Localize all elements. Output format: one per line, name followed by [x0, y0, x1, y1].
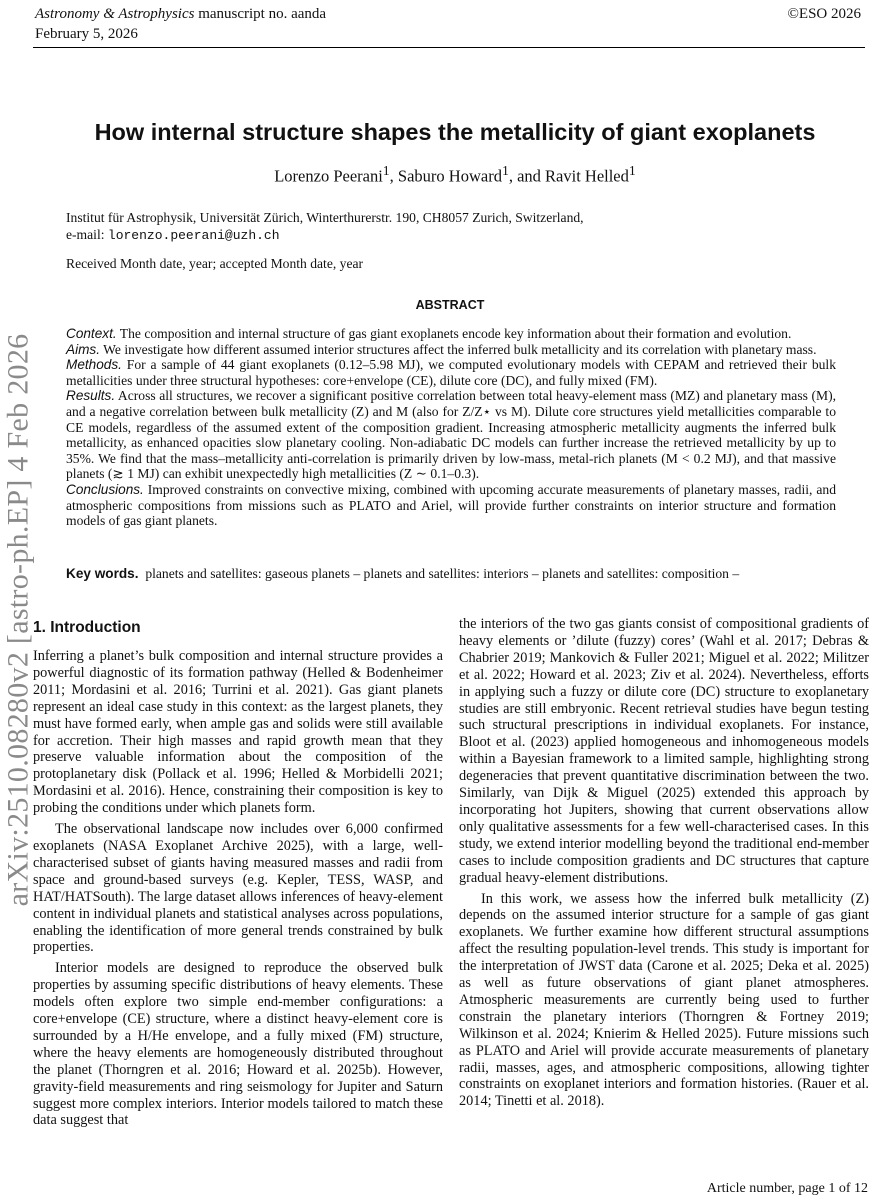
methods-label: Methods. [66, 357, 122, 373]
paragraph: The observational landscape now includes over 6,000 confirmed exoplanets (NASA Exoplanet Archive 2025), with a large, well-characterised subset of giants having measured masses and radii from space and ground-based surveys (e.g. Kepler, TESS, WASP, and HAT/HATSouth). The large dataset allows inferences of heavy-element content in individual planets and statistical analyses across populations, enabling the identification of more general trends constrained by bulk properties. [33, 821, 443, 956]
page-footer: Article number, page 1 of 12 [706, 1181, 868, 1196]
conclusions-text: Improved constraints on convective mixing, combined with upcoming accurate measurements of planetary masses, radii, and atmospheric compositions from missions such as PLATO and Ariel, will provide further constraints on interior structure and formation models of gas giant planets. [66, 481, 836, 529]
paper-title: How internal structure shapes the metallicity of giant exoplanets [94, 119, 816, 145]
methods-text: For a sample of 44 giant exoplanets (0.12–5.98 MJ), we computed evolutionary models with CEPAM and retrieved their bulk metallicities under three structural hypotheses: core+envelope (CE), dilute core (DC), and fully mixed (FM). [66, 357, 836, 388]
paragraph: the interiors of the two gas giants consist of compositional gradients of heavy elements or ’dilute (fuzzy) cores’ (Wahl et al. 2017; Debras & Chabrier 2019; Mankovich & Fuller 2021; Miguel et al. 2022; Militzer et al. 2022; Howard et al. 2023; Ziv et al. 2024). Nevertheless, efforts in applying such a fuzzy or dilute core (DC) structure to exoplanetary studies are still embryonic. Recent retrieval studies have begun testing such structural prescriptions in individual exoplanets. For instance, Bloot et al. (2023) applied homogeneous and inhomogeneous models within a Bayesian framework to a limited sample, highlighting strong degeneracies that prevent quantitative discrimination between the two. Similarly, van Dijk & Miguel (2025) extended this approach by incorporating hot Jupiters, showing that current observations allow only qualitative assessments for a few well-characterised cases. In this study, we extend interior modelling beyond the traditional end-member cases to include composition gradients and DC structures that capture gradual heavy-element distributions. [459, 616, 869, 886]
keywords-label: Key words. [66, 566, 139, 581]
arxiv-stamp [0, 310, 36, 930]
context-label: Context. [66, 326, 117, 341]
section-heading: 1. Introduction [33, 619, 141, 636]
manuscript-id: manuscript no. aanda [198, 6, 327, 22]
received-line: Received Month date, year; accepted Month date, year [66, 256, 364, 271]
email-label: e-mail: [66, 227, 105, 242]
aims-label: Aims. [66, 341, 100, 357]
aims-text: We investigate how different assumed interior structures affect the inferred bulk metallicity and its correlation with planetary mass. [103, 341, 817, 357]
affil-mark: 1 [501, 163, 509, 178]
context-text: The composition and internal structure of gas giant exoplanets encode key information about their formation and evolution. [119, 326, 792, 341]
author-3: and Ravit Helled [517, 166, 629, 186]
header-date: February 5, 2026 [35, 26, 138, 42]
header-rule [33, 47, 865, 48]
author-2: Saburo Howard [397, 166, 502, 186]
author-1: Lorenzo Peerani [274, 166, 383, 186]
email-link[interactable]: lorenzo.peerani@uzh.ch [107, 228, 280, 243]
keywords [66, 566, 846, 582]
journal-name: Astronomy & Astrophysics [35, 6, 195, 22]
institute: Institut für Astrophysik, Universität Zürich, Winterthurerstr. 190, CH8057 Zurich, Switzerland, [66, 210, 584, 225]
conclusions-label: Conclusions. [66, 481, 144, 497]
right-column [459, 616, 869, 1110]
results-label: Results. [66, 388, 116, 404]
paragraph: Interior models are designed to reproduce the observed bulk properties by assuming specific distributions of heavy elements. These models often explore two simple end-member configurations: a core+envelope (CE) structure, where a distinct heavy-element core is surrounded by a H/He envelope, and a fully mixed (FM) structure, where the heavy elements are homogeneously distributed throughout the planet (Thorngren et al. 2016; Howard et al. 2025b). However, gravity-field measurements and ring seismology for Jupiter and Saturn suggest more complex interiors. Interior models tailored to match these data suggest that [33, 960, 443, 1129]
abstract-heading: ABSTRACT [415, 298, 485, 312]
abstract-aims [66, 342, 836, 358]
abstract-conclusions [66, 482, 836, 529]
left-column [33, 616, 443, 1129]
abstract-results [66, 388, 836, 482]
results-text: Across all structures, we recover a significant positive correlation between total heavy-element mass (MZ) and planetary mass (M), and a negative correlation between bulk metallicity (Z) and M (also for Z/Z⋆ vs M). Dilute core structures yield metallicities comparable to CE models, regardless of the assumed extent of the composition gradient. Increasing atmospheric metallicity augments the inferred bulk metallicity, as enhanced opacities slow planetary cooling. Non-adiabatic DC models can further increase the retrieved metallicity by up to 35%. We find that the mass–metallicity anti-correlation is primarily driven by low-mass, metal-rich planets (M < 0.2 MJ), and that massive planets (≳ 1 MJ) can exhibit unexpectedly high metallicities (Z ∼ 0.1–0.3). [66, 388, 836, 482]
copyright: ©ESO 2026 [787, 6, 861, 22]
author-list: Lorenzo Peerani$^1$, Saburo Howard$^1$, and Ravit Helled$^1$ [274, 163, 636, 186]
arxiv-stamp-text: arXiv:2510.08280v2 [astro-ph.EP] 4 Feb 2026 [1, 333, 34, 907]
paragraph: In this work, we assess how the inferred bulk metallicity (Z) depends on the assumed interior structure for a sample of gas giant exoplanets. We further examine how different structural assumptions affect the resulting population-level trends. This study is important for the interpretation of JWST data (Carone et al. 2025; Deka et al. 2025) as well as future observations of giant planet atmospheres. Atmospheric measurements are currently being used to further constrain the planetary interiors (Thorngren & Fortney 2019; Wilkinson et al. 2024; Knierim & Helled 2025). Future missions such as PLATO and Ariel will provide accurate measurements of planetary radii, masses, ages, and atmospheric compositions, allowing tighter constraints on exoplanet interiors and formation histories. (Rauer et al. 2014; Tinetti et al. 2018). [459, 890, 869, 1110]
paragraph: Inferring a planet’s bulk composition and internal structure provides a powerful diagnostic of its formation pathway (Helled & Bodenheimer 2011; Mordasini et al. 2016; Turrini et al. 2021). Gas giant planets represent an ideal case study in this context: as the largest planets, they must have formed early, when ample gas and solids were still available for accretion. Their high masses and rapid growth mean that they preserve valuable information about the composition of the protoplanetary disk (Pollack et al. 1996; Helled & Morbidelli 2021; Mordasini et al. 2016). Hence, constraining their composition is key to probing the conditions under which planets form. [33, 648, 443, 817]
abstract [66, 326, 836, 529]
affil-mark: 1 [628, 163, 636, 178]
affiliation [66, 209, 846, 244]
keywords-text: planets and satellites: gaseous planets – planets and satellites: interiors – planets and satellites: composition – [145, 566, 740, 581]
abstract-context [66, 326, 836, 342]
affil-mark: 1 [382, 163, 390, 178]
abstract-methods [66, 357, 836, 388]
running-header [35, 4, 865, 44]
